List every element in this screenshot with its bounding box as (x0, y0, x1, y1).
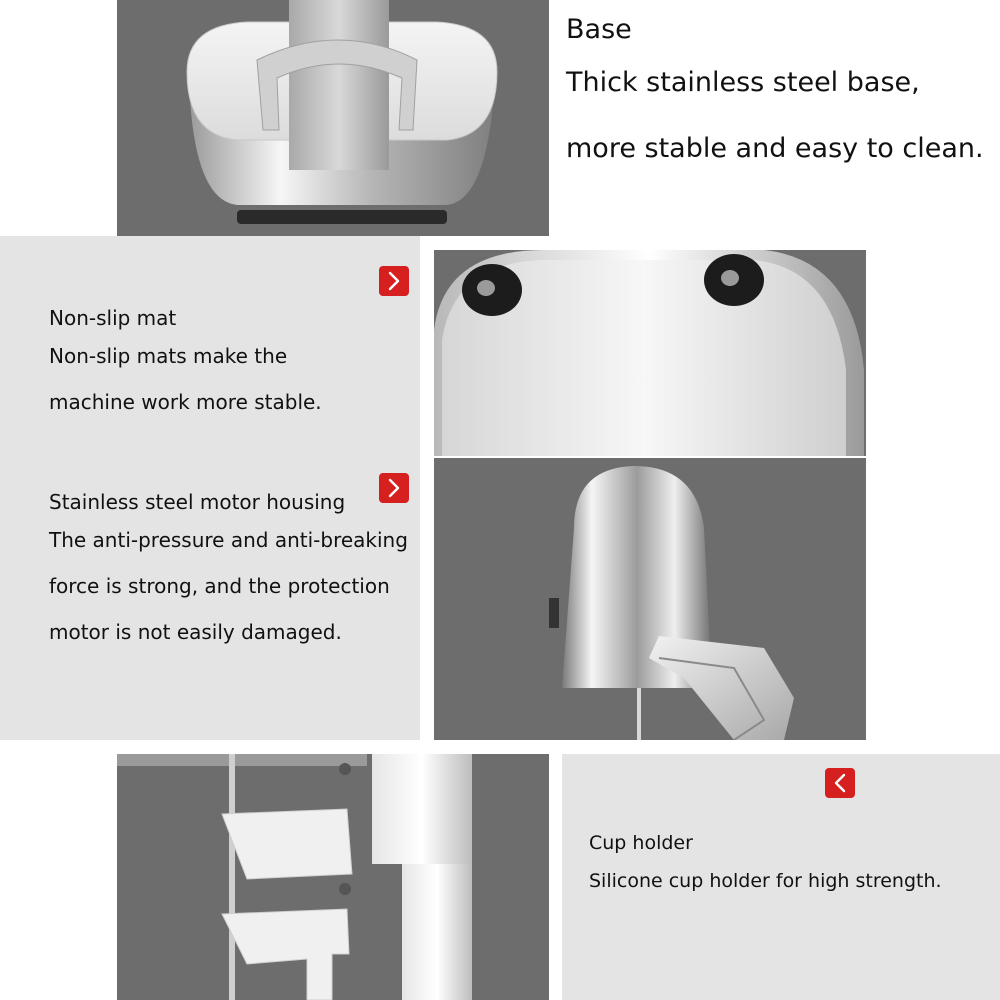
non-slip-description (49, 303, 322, 425)
cup-holder-description (589, 828, 942, 904)
base-title: Base (566, 14, 632, 45)
motor-line-1: The anti-pressure and anti-breaking (49, 528, 408, 552)
motor-line-3: motor is not easily damaged. (49, 620, 342, 644)
motor-description (49, 487, 408, 655)
cup-holder-title: Cup holder (589, 832, 693, 854)
motor-illustration (434, 458, 866, 740)
base-line-2: more stable and easy to clean. (566, 133, 984, 164)
chevron-right-icon (379, 266, 409, 296)
cup-holder-illustration (117, 754, 549, 1000)
non-slip-line-2: machine work more stable. (49, 390, 322, 414)
non-slip-title: Non-slip mat (49, 306, 177, 330)
non-slip-line-1: Non-slip mats make the (49, 344, 288, 368)
chevron-left-icon (825, 768, 855, 798)
motor-line-2: force is strong, and the protection (49, 574, 390, 598)
cup-holder-line-1: Silicone cup holder for high strength. (589, 870, 942, 892)
base-line-1: Thick stainless steel base, (566, 67, 920, 98)
motor-photo (434, 458, 866, 740)
non-slip-illustration (434, 250, 866, 456)
cup-holder-arrow (825, 768, 855, 798)
cup-holder-photo (117, 754, 549, 1000)
base-photo (117, 0, 549, 236)
non-slip-photo (434, 250, 866, 456)
base-description (566, 10, 984, 182)
rubber-foot-left (462, 264, 522, 316)
rubber-foot-right (704, 254, 764, 306)
non-slip-arrow (379, 266, 409, 296)
base-illustration (117, 0, 549, 236)
motor-title: Stainless steel motor housing (49, 490, 346, 514)
